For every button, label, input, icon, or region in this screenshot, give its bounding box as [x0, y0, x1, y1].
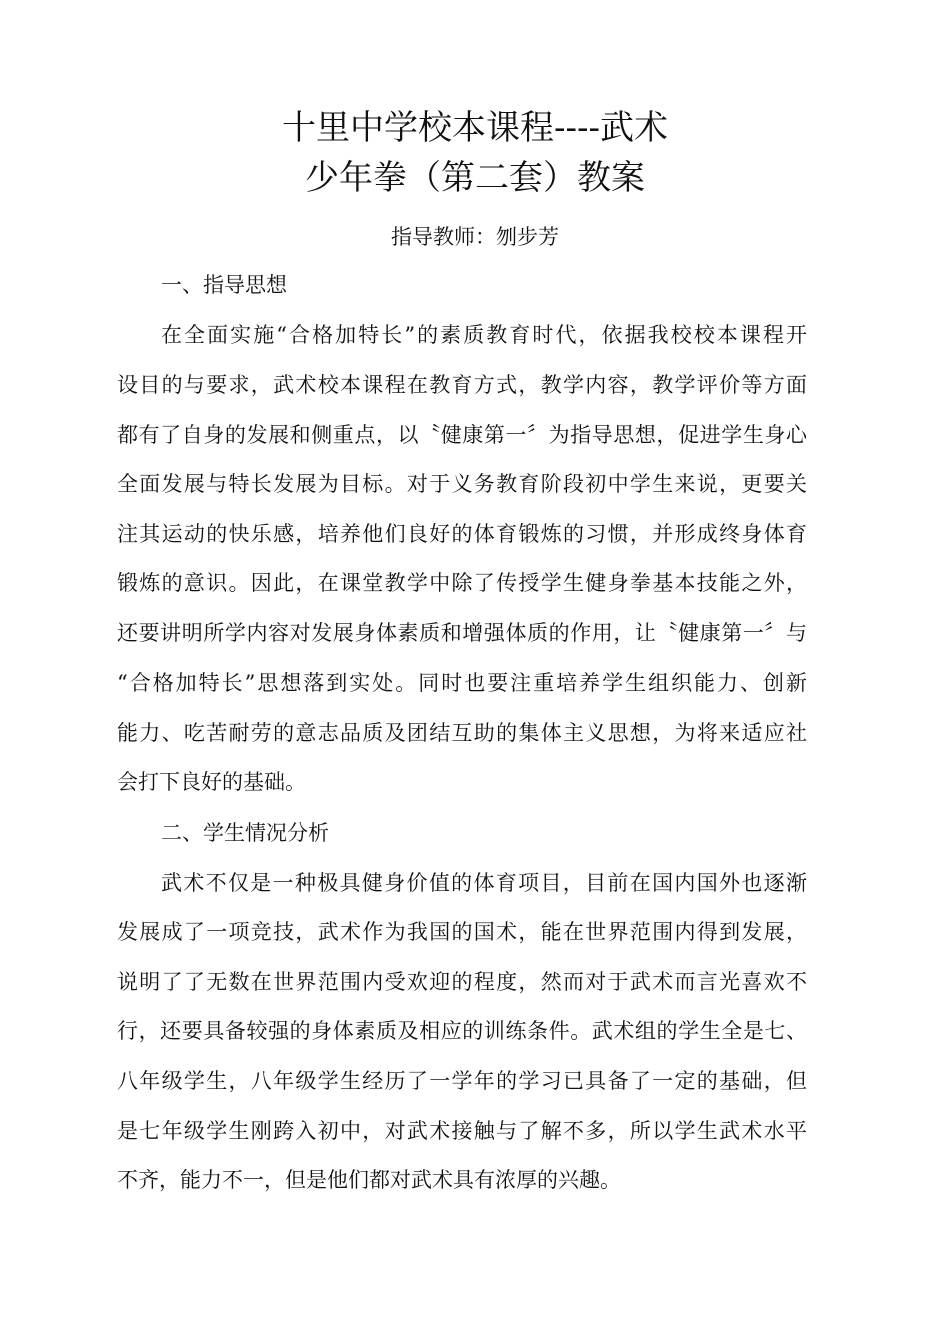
- paragraph-line: 全面发展与特长发展为目标。对于义务教育阶段初中学生来说，更要关: [117, 472, 807, 496]
- paragraph-line: 在全面实施“合格加特长”的素质教育时代，依据我校校本课程开: [161, 323, 807, 347]
- paragraph-line: 锻炼的意识。因此，在课堂教学中除了传授学生健身拳基本技能之外，: [117, 571, 807, 595]
- document-title-line-2: 少年拳（第二套）教案: [305, 158, 645, 198]
- paragraph-line: 还要讲明所学内容对发展身体素质和增强体质的作用，让〝健康第一〞与: [117, 621, 807, 645]
- paragraph-line: 都有了自身的发展和侧重点，以〝健康第一〞为指导思想，促进学生身心: [117, 423, 807, 447]
- section-heading-guiding-ideology: 一、指导思想: [161, 273, 287, 297]
- instructor-line: 指导教师：刎步芳: [391, 225, 559, 249]
- paragraph-line: 是七年级学生刚跨入初中，对武术接触与了解不多，所以学生武术水平: [117, 1119, 807, 1143]
- paragraph-line: 会打下良好的基础。: [117, 770, 306, 794]
- paragraph-line: 注其运动的快乐感，培养他们良好的体育锻炼的习惯，并形成终身体育: [117, 522, 807, 546]
- section-heading-student-analysis: 二、学生情况分析: [161, 821, 329, 845]
- paragraph-line: 武术不仅是一种极具健身价值的体育项目，目前在国内国外也逐渐: [161, 871, 807, 895]
- paragraph-line: 设目的与要求，武术校本课程在教育方式，教学内容，教学评价等方面: [117, 373, 807, 397]
- document-title-line-1: 十里中学校本课程----武术: [282, 108, 668, 148]
- paragraph-line: 不齐，能力不一，但是他们都对武术具有浓厚的兴趣。: [117, 1168, 621, 1192]
- paragraph-line: 说明了了无数在世界范围内受欢迎的程度，然而对于武术而言光喜欢不: [117, 970, 807, 994]
- paragraph-line: 能力、吃苦耐劳的意志品质及团结互助的集体主义思想，为将来适应社: [117, 721, 807, 745]
- paragraph-line: 行，还要具备较强的身体素质及相应的训练条件。武术组的学生全是七、: [117, 1019, 807, 1043]
- paragraph-line: 发展成了一项竞技，武术作为我国的国术，能在世界范围内得到发展，: [117, 920, 807, 944]
- paragraph-line: “合格加特长”思想落到实处。同时也要注重培养学生组织能力、创新: [117, 671, 807, 695]
- paragraph-line: 八年级学生，八年级学生经历了一学年的学习已具备了一定的基础，但: [117, 1069, 807, 1093]
